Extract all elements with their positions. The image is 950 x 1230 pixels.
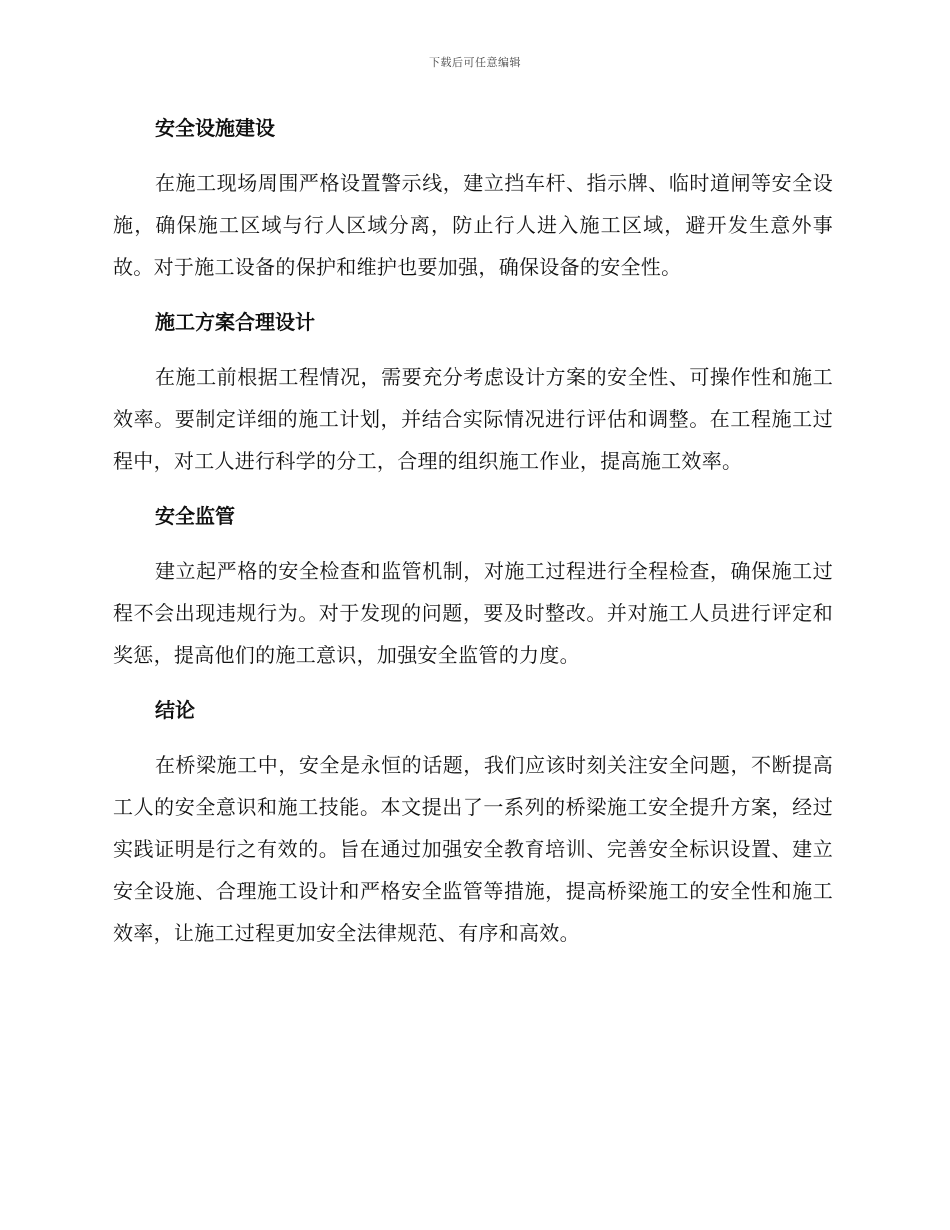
section-body-safety-supervision: 建立起严格的安全检查和监管机制，对施工过程进行全程检查，确保施工过程不会出现违规行为。对于发现的问题，要及时整改。并对施工人员进行评定和奖惩，提高他们的施工意识，加强安全监管的力度。 bbox=[113, 559, 833, 667]
page-header-note: 下载后可任意编辑 bbox=[429, 56, 521, 69]
section-body-conclusion: 在桥梁施工中，安全是永恒的话题，我们应该时刻关注安全问题，不断提高工人的安全意识和施工技能。本文提出了一系列的桥梁施工安全提升方案，经过实践证明是行之有效的。旨在通过加强安全教育培训、完善安全标识设置、建立安全设施、合理施工设计和严格安全监管等措施，提高桥梁施工的安全性和施工效率，让施工过程更加安全法律规范、有序和高效。 bbox=[113, 753, 833, 945]
document-content bbox=[113, 108, 833, 968]
section-heading-construction-plan: 施工方案合理设计 bbox=[155, 310, 315, 334]
section-body-construction-plan: 在施工前根据工程情况，需要充分考虑设计方案的安全性、可操作性和施工效率。要制定详细的施工计划，并结合实际情况进行评估和调整。在工程施工过程中，对工人进行科学的分工，合理的组织施工作业，提高施工效率。 bbox=[113, 365, 833, 473]
section-heading-conclusion: 结论 bbox=[155, 698, 195, 722]
section-heading-safety-facilities: 安全设施建设 bbox=[155, 116, 275, 140]
section-heading-safety-supervision: 安全监管 bbox=[155, 504, 235, 528]
section-body-safety-facilities: 在施工现场周围严格设置警示线，建立挡车杆、指示牌、临时道闸等安全设施，确保施工区域与行人区域分离，防止行人进入施工区域，避开发生意外事故。对于施工设备的保护和维护也要加强，确保设备的安全性。 bbox=[113, 171, 833, 279]
